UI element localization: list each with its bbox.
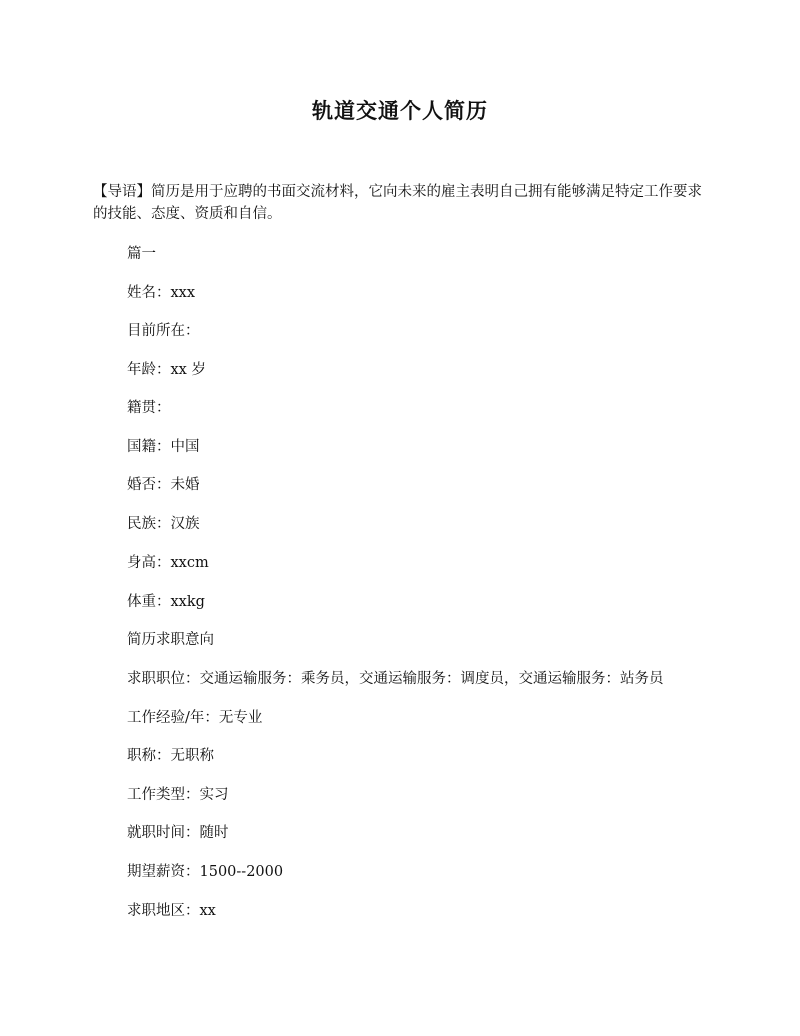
field-desired-position: 求职职位：交通运输服务：乘务员，交通运输服务：调度员，交通运输服务：站务员 — [127, 671, 664, 687]
field-start-time: 就职时间：随时 — [127, 825, 229, 841]
field-marital-status: 婚否：未婚 — [127, 477, 200, 493]
field-native-place: 籍贯： — [127, 400, 171, 416]
section-job-intention: 简历求职意向 — [127, 632, 214, 648]
field-expected-salary: 期望薪资：1500--2000 — [127, 864, 284, 880]
field-job-type: 工作类型：实习 — [127, 787, 229, 803]
intro-paragraph: 【导语】简历是用于应聘的书面交流材料，它向未来的雇主表明自己拥有能够满足特定工作要求的技能、态度、资质和自信。 — [93, 184, 702, 222]
field-weight: 体重：xxkg — [127, 594, 205, 610]
section-heading: 篇一 — [127, 246, 156, 262]
field-work-experience: 工作经验/年：无专业 — [127, 710, 263, 726]
document-title: 轨道交通个人简历 — [312, 98, 488, 123]
field-height: 身高：xxcm — [127, 555, 209, 571]
field-ethnicity: 民族：汉族 — [127, 516, 200, 532]
field-current-location: 目前所在： — [127, 323, 200, 339]
field-title: 职称：无职称 — [127, 748, 214, 764]
field-job-region: 求职地区：xx — [127, 903, 216, 919]
field-name: 姓名：xxx — [127, 285, 196, 301]
field-age: 年龄：xx 岁 — [127, 362, 206, 378]
field-nationality: 国籍：中国 — [127, 439, 200, 455]
